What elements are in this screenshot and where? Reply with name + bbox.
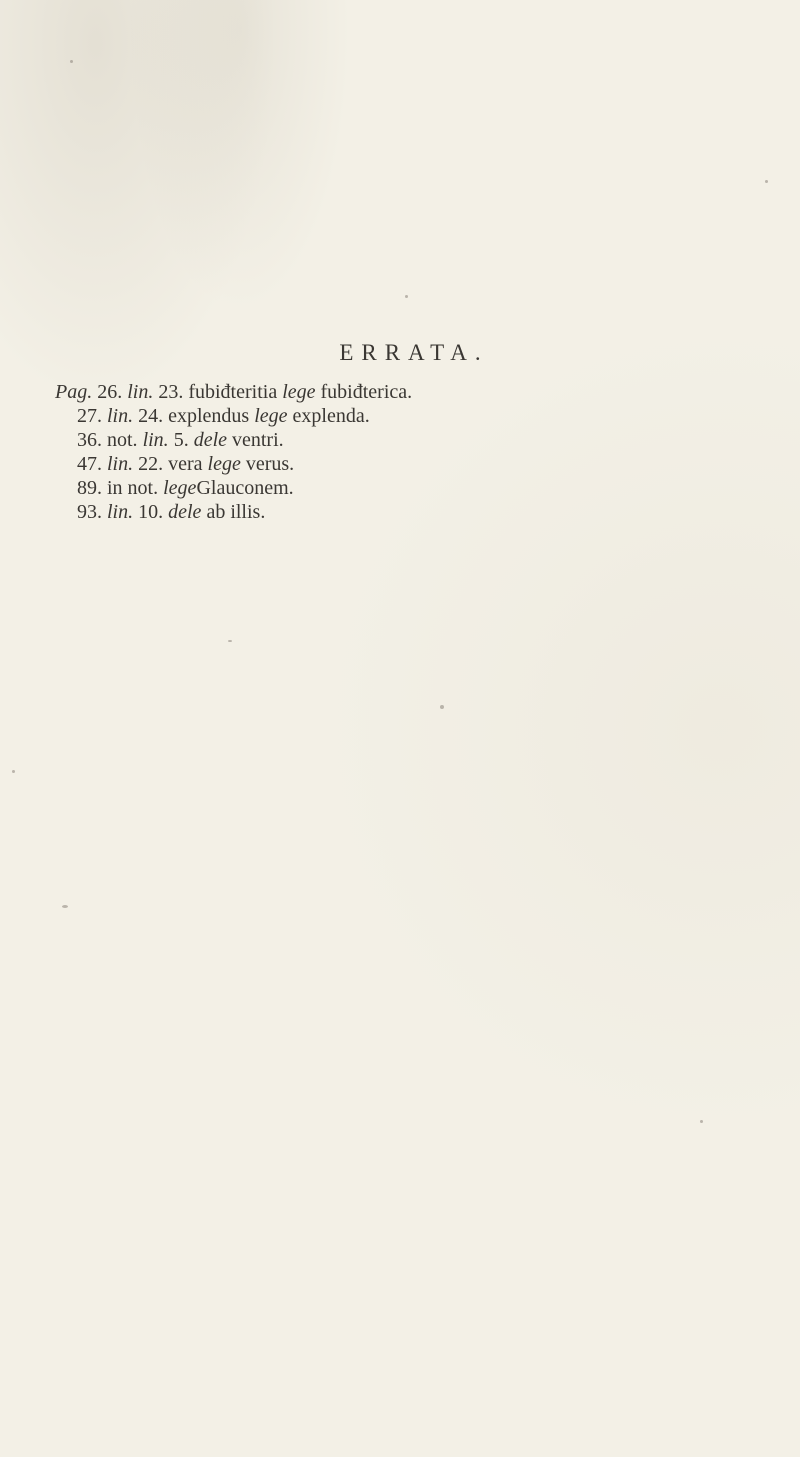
- entry-correction: explenda.: [292, 405, 370, 427]
- entry-ref: not. lin.: [107, 429, 169, 451]
- entry-num: 22.: [138, 453, 164, 475]
- paper-speck: [405, 295, 408, 298]
- entry-page: 36.: [77, 429, 102, 451]
- entry-command: lege: [282, 381, 316, 403]
- entry-correction: ab illis.: [206, 501, 266, 523]
- entry-ref: lin.: [107, 501, 134, 523]
- paper-speck: [228, 640, 232, 642]
- entry-num: 23.: [158, 381, 184, 403]
- errata-list: [55, 380, 755, 524]
- entry-ref: lin.: [107, 405, 134, 427]
- entry-page: 93.: [77, 501, 102, 523]
- errata-entry: [55, 476, 755, 500]
- errata-entry: [55, 500, 755, 524]
- entry-ref: in not.: [107, 477, 159, 499]
- entry-page: 26.: [97, 381, 123, 403]
- entry-command: lege: [207, 453, 241, 475]
- errata-entry: [55, 380, 755, 404]
- entry-num: 10.: [138, 501, 164, 523]
- entry-wrong: explendus: [168, 405, 250, 427]
- entry-command: dele: [193, 429, 227, 451]
- entry-command: lege: [163, 477, 197, 499]
- entry-command: dele: [168, 501, 202, 523]
- entry-page: 27.: [77, 405, 102, 427]
- errata-entry: [55, 428, 755, 452]
- entry-correction: Glauconem.: [196, 477, 294, 499]
- paper-speck: [70, 60, 73, 63]
- entry-correction: ventri.: [232, 429, 284, 451]
- errata-entry: [55, 452, 755, 476]
- entry-ref: lin.: [127, 381, 154, 403]
- page-title: ERRATA.: [339, 340, 489, 365]
- entry-wrong: fubiđteritia: [188, 381, 278, 403]
- entry-page: 47.: [77, 453, 102, 475]
- paper-speck: [62, 905, 68, 908]
- paper-speck: [700, 1120, 703, 1123]
- entry-page: 89.: [77, 477, 102, 499]
- paper-speck: [440, 705, 444, 709]
- entry-ref: lin.: [107, 453, 134, 475]
- entry-command: lege: [254, 405, 288, 427]
- paper-speck: [765, 180, 768, 183]
- entry-correction: verus.: [245, 453, 295, 475]
- paper-speck: [12, 770, 15, 773]
- errata-entry: [55, 404, 755, 428]
- entry-prefix: Pag.: [55, 381, 93, 403]
- entry-num: 5.: [173, 429, 189, 451]
- entry-correction: fubiđterica.: [320, 381, 413, 403]
- entry-num: 24.: [138, 405, 164, 427]
- entry-wrong: vera: [168, 453, 203, 475]
